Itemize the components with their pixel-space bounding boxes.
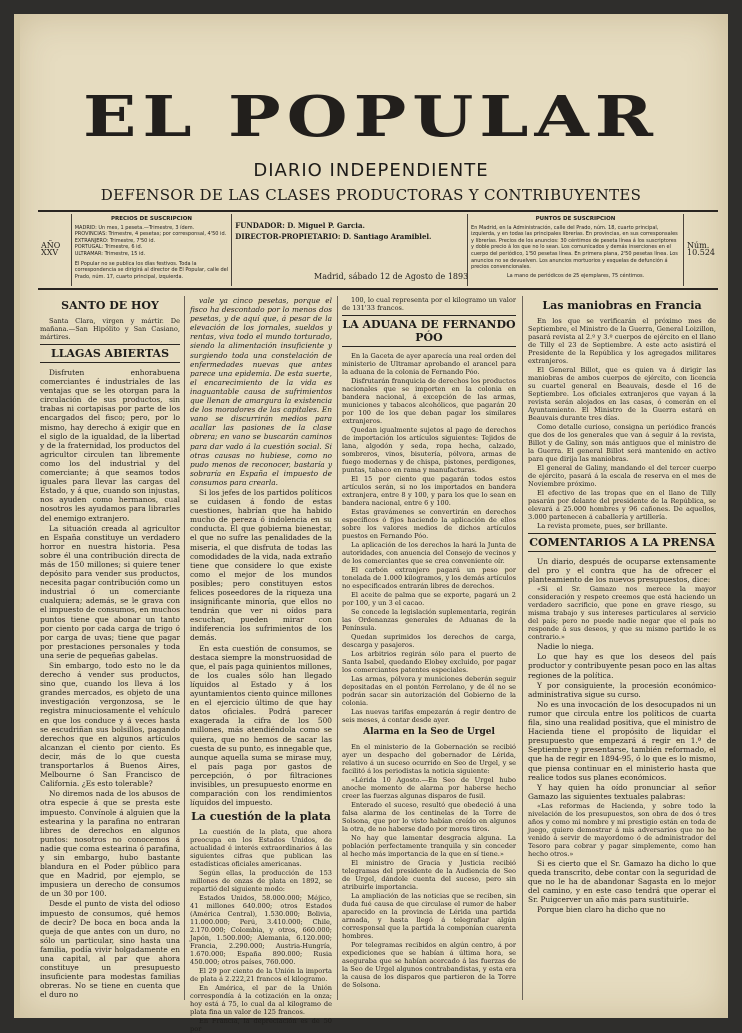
price-line: ULTRAMAR: Trimestre, 15 id. [74,250,146,257]
paragraph: Quedan suprimidos los derechos de carga, descarga y pasajeros. [342,633,516,649]
points-note: La mano de periódicos de 25 ejemplares, 75 céntimos. [506,272,645,279]
paragraph: Disfrutarán franquicia de derechos los productos nacionales que se importen en la colonia en bandera nacional, á excepción de las armas, municiones y tabacos alcohólicos, que pagarán 20 por 100 de los que deban pagar los similares extranjeros. [342,377,516,425]
issue-number: Núm. 10.524 [687,241,715,257]
paragraph: Y hay quien ha oído pronunciar al señor Gamazo las siguientes textuales palabras: [528,782,716,801]
paragraph: El ministro de Gracia y Justicia recibió telegramas del presidente de la Audiencia de Seo de Urgel, dándole cuenta del suceso, pero sin atribuirle importancia. [342,859,516,891]
masthead-subtitle: DIARIO INDEPENDIENTE [253,160,489,181]
divider-bottom [38,288,718,290]
paragraph: La cuestión de la plata, que ahora preocupa en los Estados Unidos, de actualidad é interés extraordinarios á las siguientes cifras que publican las estadísticas oficiales americanas. [190,828,332,869]
maniobras-heading: Las maniobras en Francia [542,299,702,312]
paragraph: La aplicación de los derechos la hará la Junta de autoridades, con anuencia del Consejo de vecinos y de los comerciantes que se crea conveniente oír. [342,541,516,565]
prensa-heading: COMENTARIOS A LA PRENSA [528,533,716,552]
founder: FUNDADOR: D. Miguel P. Garcia. [235,221,365,230]
paragraph: Si los jefes de los partidos políticos se cuidasen á fondo de estas cuestiones, habrían que ha habido mucho de pereza ó indolencia en su conducta. El que gobierna bienestar, el que no sufre las penalidades de la miseria, el que disfruta de todas las comodidades de la vida, nada extraño tiene que considere lo que existe como el mejor de los mundos posibles; pero constituyen estos felices poseedores de la riqueza una insignificante minoría, que ellos no tendrán que ver ni oídos para escuchar, pueden mirar con indiferencia los sufrimientos de los demás. [190,487,332,643]
masthead-title: EL POPULAR [83,83,659,150]
plata-heading: La cuestión de la plata [191,810,331,824]
paragraph: La revista promete, pues, ser brillante. [537,522,668,530]
prices-note: El Popular no se publica los días festivos. Toda la correspondencia se dirigirá al director de El Popular, calle del Prado, núm. 17, cuarto principal, izquierda. [74,260,229,280]
paragraph: En la Gaceta de ayer aparecía una real orden del ministerio de Ultramar aprobando el arancel para la aduana de la colonia de Fernando Póo. [342,352,516,376]
points-text: En Madrid, en la Administración, calle del Prado, núm. 18, cuarto principal, izquierda, y en todas las principales librerías. En provincias, en sus corresponsales y librerías. Precios de los anuncios: 30 céntimos de peseta línea á los suscriptores y doble precio á los que no lo sean. Los comunicados y demás inserciones en el cuerpo del periódico, 1'50 pesetas línea. En primera plana, 2'50 pesetas línea. Los anuncios no se devuelven. Los anuncios mortuorios y esquelas de defunción á precios convencionales. [471,224,678,271]
price-line: MADRID: Un mes, 1 peseta.—Trimestre, 3 ídem. [74,224,195,231]
paragraph: La ampliación de las noticias que se reciben, sin duda fué causa de que circulase el rumor de haber aparecido en la provincia de Lérida una partida armada, y hasta llegó á telegrafiar algún corresponsal que la partida la componían cuarenta hombres. [342,892,516,940]
paragraph: Porque bien claro ha dicho que no [537,905,666,915]
paragraph: No es una invocación de los desocupados ni un rumor que circula entre los políticos de cuarta fila, sino una realidad positiva, que el ministro de Hacienda tiene el propósito de liquidar el presupuesto que empezará á regir en 1.º de Septiembre y presentarse, también reformado, el que ha de regir en 1894-95, ó lo que es lo mismo, que piensa continuar en el ministerio hasta que realice todos sus planes económicos. [528,699,716,782]
paragraph: El 29 por ciento de la Unión la importa de plata á 2.222,21 francos el kilogramo. [190,967,332,984]
paragraph: No diremos nada de los abusos de otra especie á que se presta este impuesto. Convínole á alguien que la estearina y la parafina no entraran libres de derechos en algunos puntos: nosotros no conocemos á nadie que coma estearina ó parafina, y sin embargo, hubo bastante blandura en el Poder público para que en Madrid, por ejemplo, se impusiera un derecho de consumos de un 30 por 100. [40,789,180,899]
column-1 [38,296,182,1000]
paragraph: El 15 por ciento que pagarán todos estos artículos serán, si no los importados en bandera extranjera, entre 8 y 100, y para los que lo sean en bandera nacional, entre 6 y 100. [342,475,516,507]
paragraph: Según ellas, la producción de 153 millones de onzas de plata en 1892, se repartió del siguiente modo: [190,869,332,894]
paragraph: El carbón extranjero pagará un peso por tonelada de 1.000 kilogramos, y los demás artículos no especificados entrarán libres de derechos. [342,566,516,590]
paragraph: El efectivo de las tropas que en el llano de Tilly pasarán por delante del presidente de la República, se elevará á 25.000 hombres y 96 cañones. De aquellos, 3.000 partenecen á caballería y artillería. [528,489,716,521]
paragraph: Por telegramas recibidos en algún centro, á por expediciones que se habían á última hora, se aseguraba que se habían acercado á las fuerzas de la Seo de Urgel algunos contrabandistas, y esta era la causa de los disparos que partieron de la Torre de Solsona. [342,941,516,989]
year-label: AÑO XXV [38,214,72,286]
paragraph: Disfruten enhorabuena comerciantes é industriales de las ventajas que se les otorgan para la circulación de sus productos, sin trabas ni cortapisas por parte de los encargados del fisco; pero, por lo mismo, hay derecho á exigir que en el siglo de la igualdad, de la libertad y de la fraternidad, los productos del agricultor circulen tan libremente como los del industrial y del comerciante; á que seamos todos iguales para llevar las cargas del Estado, y á que, cuando son injustas, nos ayuden como hermanos, cual nosotros les ayudamos para librarles del enemigo extranjero. [40,368,180,523]
subscription-points [468,214,684,286]
paragraph: Sin embargo, todo esto no le da derecho á vender sus productos, sino que, cuando los lleva á los grandes mercados, es objeto de una investigación vergonzosa, se le registra minuciosamente el vehículo en que los conduce y á veces hasta se escudriñan sus bolsillos, pagando derechos que en algunos artículos alcanzan el ciento por ciento. Es decir, más de lo que cuesta transportarlos á Buenos Aires, Melbourne ó San Francisco de California. ¿Es esto tolerable? [40,661,180,789]
urgel-heading: Alarma en la Seo de Urgel [363,727,495,737]
santo-heading: SANTO DE HOY [61,299,159,312]
paragraph: Un diario, después de ocuparse extensamente del pro y el contra que ha de ofrecer el planteamiento de los nuevos presupuestos, dice: [528,557,716,585]
llagas-heading: LLAGAS ABIERTAS [40,344,180,363]
points-title: PUNTOS DE SUSCRIPCION [535,216,616,222]
column-rule [184,296,185,1000]
subscription-prices [72,214,233,286]
price-line: EXTRANJERO: Trimestre, 7'50 id. [74,237,156,244]
issue-date: Madrid, sábado 12 de Agosto de 1893 [314,272,469,281]
divider-top [38,210,718,212]
prices-title: PRECIOS DE SUSCRIPCION [110,216,192,222]
paragraph: Si es cierto que el Sr. Gamazo ha dicho lo que queda transcrito, debe contar con la seguridad de que no le ha de abandonar Sagasta en lo mejor del camino, y en este caso tendrá que operar el Sr. Puigcerver un año más para sustituirle. [528,858,716,905]
paragraph: El General Billot, que es quien va á dirigir las maniobras de ambos cuerpos de ejército, con licencia su cuartel general en Beauvais, desde el 16 de Septiembre. Los oficiales extranjeros que vayan á la revista serán alojados en las casas, ó comerán en el Ayuntamiento. El Ministro de la Guerra estará en Beauvais durante tres días. [528,366,716,422]
paragraph: El aceite de palma que se exporte, pagará un 2 por 100, y un 3 el cacao. [342,591,516,607]
director: DIRECTOR-PROPIETARIO: D. Santiago Aramiblel. [235,232,432,241]
paragraph: Como detalle curioso, consigna un periódico francés que dos de los generales que van á seguir á la revista, Billot y de Galiny, son más antiguos que el ministro de la Guerra. El general Billot será mantenido en activo para que dirija las maniobras. [528,423,716,463]
paragraph: vale ya cinco pesetas, porque el fisco ha descontado por lo menos dos pesetas, y de aquí que, á pesar de la elevación de los jornales, sueldos y rentas, viva todo el mundo torturado, siendo la alimentación insuficiente y surgiendo toda una constelación de enfermedades nuevas que antes parece una epidemia. De esta suerte, el encarecimiento de la vida es inaguantable causa de sufrimientos que llenan de amargura la existencia de los moradores de las capitales. En vano se discurrirán medios para acallar las pasiones de la clase obrera; en vano se buscarán caminos para dar vado á la cuestión social. Si otras causas no hubiese, como no pudo menos de reconocer, bastaría y sobraría en España el impuesto de consumos para crearla. [190,296,332,487]
paragraph: Y por consiguiente, la procesión económico-administrativa sigue su curso. [528,680,716,699]
paragraph: El general de Galiny, mandando el del tercer cuerpo de ejército, pasará á la escala de reserva en el mes de Noviembre próximo. [528,464,716,488]
paragraph: Estados Unidos, 58.000.000; Méjico, 41 millones 640.000; otros Estados (América Central), 1.530.000; Bolivia, 11.000.000; Perú, 3.410.000; Chile, 2.170.000; Colombia, y otros, 660.000; Japón, 1.500.000; Alemania, 6.120.000; Francia, 2.290.000; Austria-Hungría, 1.670.000; España 890.000; Rusia 450.000; otros países, 760.000. [190,894,332,967]
aduana-heading: LA ADUANA DE FERNANDO PÓO [342,315,516,347]
paragraph: «Las reformas de Hacienda, y sobre todo la nivelación de los presupuestos, son obra de dos ó tres años y como mi nombre y mi prestigio están en toda de juego, quiero demostrar á mis adversarios que no he venido á servir de mayordomo ó de administrador del Tesoro para cobrar y pagar simplemente, como han hecho otros.» [528,801,716,858]
newspaper-page [14,14,728,1033]
column-rule [522,296,523,1000]
paragraph: Quedan igualmente sujetos al pago de derechos de importación los artículos siguientes: Tejidos de lana, algodón y seda, ropa hecha, calzado, sombreros, vinos, bisutería, pólvora, armas de fuego modernas y de chispa, pistones, perdigones, puntas, tabaco en rama y manufacturas. [342,426,516,474]
paragraph: Las armas, pólvora y municiones deberán seguir depositadas en el pontón Ferrolano, y de él no se podrán sacar sin autorización del Gobierno de la colonia. [342,675,516,707]
paragraph: Desde el punto de vista del odioso impuesto de consumos, qué hemos de decir? De boca en boca anda la queja de que antes con un duro, no sólo un particular, sino hasta una familia, podía vivir holgadamente en una capital, al par que ahora constituye un presupuesto insuficiente para modestas familias obreras. No se tiene en cuenta que el duro no [40,899,180,1000]
column-3 [340,296,518,1000]
paragraph: En los que se verificarán el próximo mes de Septiembre, el Ministro de la Guerra, General Loizillon, pasará revista al 2.º y 3.º cuerpos de ejército en el llano de Tilly el 23 de Septiembre. A este acto asistirá el Presidente de la República y los agregados militares extranjeros. [528,317,716,365]
paragraph: La situación creada al agricultor en España constituye un verdadero horror en nuestra historia. Pesa sobre él una contribución directa de más de 150 millones; si quiere tener depósito para vender sus productos, necesita pagar contribución como un industrial ó un comerciante cualquiera; además, se le grava con el impuesto de consumos, en muchos puntos tiene que abonar un tanto por ciento por cada carga de trigo ó por carga de uvas; tiene que pagar por prestaciones personales y toda una serie de pequeñas gabelas. [40,523,180,660]
paragraph: Lo que hay es que los deseos del país productor y contribuyente pesan poco en las altas regiones de la política. [528,652,716,680]
paragraph: «Lérida 10 Agosto.—En Seo de Urgel hubo anoche momento de alarma por haberse hecho creer las fuerzas algunas disparos de fusil. [342,776,516,800]
paragraph: Nadie lo niega. [537,642,594,652]
santo-text: Santa Clara, virgen y mártir. De mañana.—San Hipólito y San Casiano, mártires. [40,317,180,341]
paragraph: 100, lo cual representa por el kilogramo un valor de 131'33 francos. [342,296,516,312]
masthead-tagline: DEFENSOR DE LAS CLASES PRODUCTORAS Y CONTRIBUYENTES [100,186,642,204]
paragraph: En esta cuestión de consumos, se destaca siempre la monstruosidad de que, el país paga quinientos millones, de los cuales sólo han llegado líquidos al Estado y á los ayuntamientos ciento quince millones en el ejercicio último de que hay datos oficiales. Podrá parecer exagerada la cifra de los 500 millones, más atendiéndola como se quiera, que no hemos de sacar las cuesta de su punto, es innegable que, aunque aquella suma se mirase muy, el país paga por gastos de percepción, ó por filtraciones invisibles, un presupuesto enorme en comparación con los rendimientos líquidos del impuesto. [190,643,332,808]
price-line: PORTUGAL: Trimestre, 6 id. [74,244,143,251]
paragraph: No hay que lamentar desgracia alguna. La población perfectamente tranquila y sin conceder al hecho más importancia de la que en sí tiene.» [342,834,516,858]
paragraph: Las nuevas tarifas empezarán á regir dentro de seis meses, á contar desde ayer. [342,708,516,724]
price-line: PROVINCIAS: Trimestre, 4 pesetas; por corresponsal, 4'50 id. [74,231,227,238]
paragraph: Estas gravámenes se convertirán en derechos específicos ó fijos haciendo la aplicación de ellos sobre los valores medios de dichos artículos puestos en Fernando Póo. [342,508,516,540]
paragraph: Los arbitrios regirán sólo para el puerto de Santa Isabel, quedando Elobey excluido, por pagar los comerciantes patentes especiales. [342,650,516,674]
paragraph: En América, el par de la Unión correspondía á la cotización en la onza; hoy está á 75, lo cual da al kilogramo de plata fina un valor de 125 francos. [190,984,332,1017]
paragraph: «Si el Sr. Gamazo nos merece la mayor consideración y respeto creemos que está haciendo un verdadero sacrificio, que pone en grave riesgo, su misma trabajo y sus intereses particulares al servicio del país; pero no puede nadie negar que el país no responde á sus deseos, y que su mismo partido le es contrario.» [528,585,716,642]
paragraph: En Francia, la depreciación es de 50 por [190,1017,332,1033]
paragraph: Se concede la legislación suplementaria, regirán las Ordenanzas generales de Aduanas de la Península. [342,608,516,632]
column-4 [526,296,718,1000]
column-2 [188,296,334,1033]
paragraph: Enterado el suceso, resultó que obedeció á una falsa alarma de los centinelas de la Torre de Solsona, que por lo visto habían creído en algunos la otra, de no haberse dado por moros tiros. [342,801,516,833]
paragraph: En el ministerio de la Gobernación se recibió ayer un despacho del gobernador de Lérida, relativo á un suceso ocurrido en Seo de Urgel, y se facilitó á los periodistas la noticia siguiente: [342,743,516,775]
column-rule [337,296,338,1000]
